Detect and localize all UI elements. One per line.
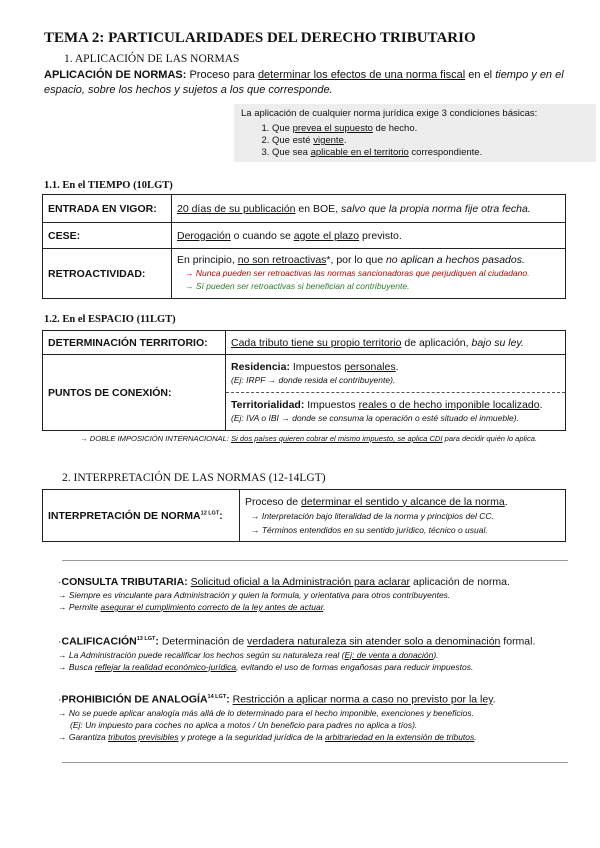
- definition-label: APLICACIÓN DE NORMAS:: [44, 69, 187, 81]
- section-heading-1: 1. APLICACIÓN DE LAS NORMAS: [64, 53, 240, 65]
- definition-italic: tiempo y en el espacio, sobre los hechos y sujetos a los que corresponde.: [44, 69, 564, 96]
- note-green: → Sí pueden ser retroactivas si benefician al contribuyente.: [185, 281, 410, 291]
- condition-item: 2. Que esté vigente.: [272, 135, 482, 147]
- row-label: ENTRADA EN VIGOR:: [43, 195, 172, 223]
- row-content: Derogación o cuando se agote el plazo previsto.: [172, 223, 566, 249]
- row-content: Proceso de determinar el sentido y alcance de la norma. → Interpretación bajo literalidad de la norma y principios del CC. → Términos entendidos en su sentido jurídico, técnico o usual.: [240, 490, 566, 542]
- definition-underlined: determinar los efectos de una norma fiscal: [257, 69, 466, 81]
- note-red: → Nunca pueden ser retroactivas las normas sancionadoras que perjudiquen al ciudadano.: [185, 268, 530, 278]
- consulta-block: ·CONSULTA TRIBUTARIA: Solicitud oficial a la Administración para aclarar aplicación de norma. → Siempre es vinculante para Administración y quien la formula, y orientativa para otros contribuyentes. → Permite asegurar el cumplimiento correcto de la ley antes de actuar.: [58, 576, 510, 612]
- condition-item: 3. Que sea aplicable en el territorio correspondiente.: [272, 147, 482, 159]
- table-tiempo: [42, 194, 566, 299]
- divider: [62, 762, 568, 763]
- conditions-box: [234, 104, 596, 162]
- row-content: En principio, no son retroactivas*, por lo que no aplican a hechos pasados. → Nunca pueden ser retroactivas las normas sancionadoras que perjudiquen al ciudadano. → Sí pueden ser retroactivas si benefician al contribuyente.: [172, 249, 566, 299]
- analogia-block: ·PROHIBICIÓN DE $ANALOGÍA^{14 LGT}$: Restricción a aplicar norma a caso no previsto por la ley. → No se puede aplicar analogía más allá de lo determinado para el hecho imponible, exenciones y beneficios. (Ej: Un impuesto para coches no aplica a motos / Un beneficio para padres no aplica a tíos). → Garantiza tributos previsibles y protege a la seguridad jurídica de la arbitrariedad en la extensión de tributos.: [58, 693, 496, 742]
- subheading-tiempo: 1.1. En el TIEMPO (10LGT): [44, 180, 173, 191]
- territorialidad-cell: Territorialidad: Impuestos reales o de hecho imponible localizado. (Ej: IVA o IBI → donde se consuma la operación o esté situado el inmueble).: [226, 393, 566, 431]
- table-row: [43, 331, 566, 355]
- subheading-espacio: 1.2. En el ESPACIO (11LGT): [44, 314, 176, 325]
- row-label: CESE:: [43, 223, 172, 249]
- table-row: [43, 355, 566, 393]
- page-title: TEMA 2: PARTICULARIDADES DEL DERECHO TRIBUTARIO: [44, 30, 476, 46]
- condition-item: 1. Que prevea el supuesto de hecho.: [272, 123, 482, 135]
- definition-text-2: en el: [465, 69, 496, 81]
- divider: [62, 560, 568, 561]
- conditions-intro: La aplicación de cualquier norma jurídica exige 3 condiciones básicas:: [241, 108, 538, 119]
- row-content: 20 días de su publicación en BOE, salvo que la propia norma fije otra fecha.: [172, 195, 566, 223]
- row-label: RETROACTIVIDAD:: [43, 249, 172, 299]
- row-content: Cada tributo tiene su propio territorio de aplicación, bajo su ley.: [226, 331, 566, 355]
- row-label: INTERPRETACIÓN DE $NORMA^{12 LGT}$:: [43, 490, 240, 542]
- conditions-list: [252, 123, 482, 159]
- table-row: [43, 490, 566, 542]
- table-espacio: [42, 330, 566, 431]
- definition-text: Proceso para: [186, 69, 258, 81]
- definition-aplicacion: [44, 68, 564, 98]
- doble-imposicion-note: → DOBLE IMPOSICIÓN INTERNACIONAL: Si dos países quieren cobrar el mismo impuesto, se aplica CDI para decidir quién lo aplica.: [80, 434, 538, 443]
- section-heading-2: 2. INTERPRETACIÓN DE LAS NORMAS (12-14LGT): [62, 472, 326, 484]
- residencia-cell: Residencia: Impuestos personales. (Ej: IRPF → donde resida el contribuyente).: [226, 355, 566, 393]
- row-label: PUNTOS DE CONEXIÓN:: [43, 355, 226, 431]
- table-row: [43, 195, 566, 223]
- table-row: [43, 249, 566, 299]
- table-row: [43, 223, 566, 249]
- table-interpretacion: [42, 489, 566, 542]
- calificacion-block: $\cdot CALIFICACIÓN^{13 LGT}$: Determinación de verdadera naturaleza sin atender solo a denominación formal. → La Administración puede recalificar los hechos según su naturaleza real (Ej: de venta a donación). → Busca reflejar la realidad económico-jurídica, evitando el uso de formas engañosas para reducir impuestos.: [58, 635, 536, 672]
- row-label: DETERMINACIÓN TERRITORIO:: [43, 331, 226, 355]
